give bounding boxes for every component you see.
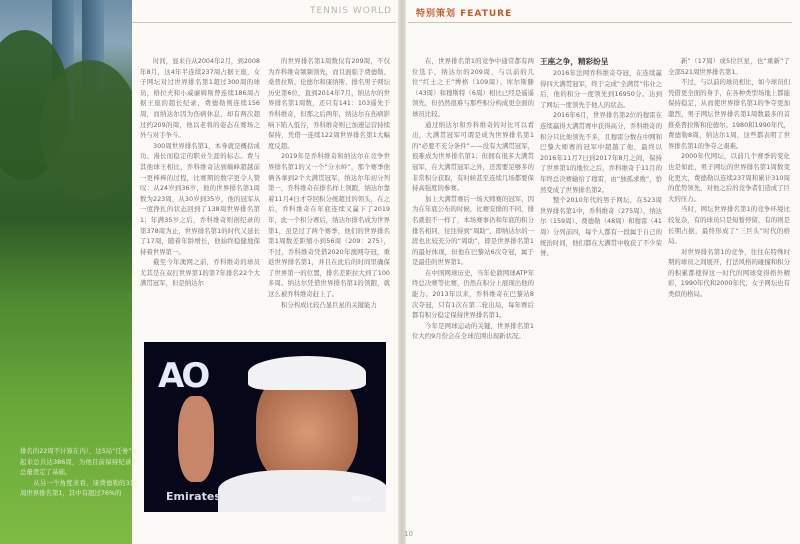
left-column-1 [140,56,260,334]
paragraph: 通过纳达尔和乔科维奇的对比可以看出，大满贯冠军可谓是成为世界排名第1的“必要不充分条件”——没有大满贯冠军，很难成为世界排名第1；但拥有很多大满贯冠军，在大满贯冠军之外，还需要足够多的非常积分获取，有时候甚至连续几场都要保持高强度的参赛。 [412,120,534,193]
paragraph: 2016年法网乔科维奇夺冠，在连续赢得四大满贯冠军，终于完成“全满贯”伟业之后，他的积分一度领先到16950分。达到了网坛一度领先于他人的状态。 [540,69,662,109]
sponsor-logo: Emirates [166,490,221,503]
player-photo [144,342,386,512]
paragraph: 时间，显来自从2004年2月，到2008年8月，这4年半连续237周占据王座，女子网坛对过世界排名第1超过300周的球员，格拉夫和小威廉姆斯曾连续186周占据王座的超长纪录，费德勒则连续156周，而纳达尔因为伤病休息，却有两次超过约209的周，他以老将的姿态在赛场之外与对手争斗。 [140,57,260,140]
section-title: 特别策划 FEATURE [416,9,513,19]
paragraph: 今年是网球运动的关键，世界排名第1位大约9月份会在全球范围出现新状况。 [412,321,534,341]
paragraph: 300周世界排名第1，本身就是概括成功、漫长而稳定的职业生涯的标志。费与其他球王相比，乔科维奇达到巅峰超越前一更棒棒的过程，比赛期的数字更令人赞叹：从24岁到36岁，他的世界排名第1周数为223周，从30岁到35岁，他的冠军从一度挣扎的状态回到了138周世界排名第1；年满35岁之后，乔科维奇则创纪录的第378周为止，世界排名第1的时代又延长了17周，随着年龄增长，他始终稳健地保持着世界第一。 [140,141,260,256]
paragraph: 整个2010年代的男子网坛，在523周世界排名第1中，乔科维奇（275周）、纳达尔（159周）、费德勒（48周）和穆雷（41周）分列前四，每个人都有一段属于自己的统治时间，他们都在大满贯中收获了不少荣誉。 [540,196,662,258]
paragraph: 加上大满贯赛后一场大师赛的冠军，因为在年底公布的时候，比赛安排的不同，排名就很不一样了，本场赛事仍和年底的积分排名相同，往往得到“周助”，即纳达尔的一段也比较充分的“周助”，即是世界排名第1的最好体现，但他在巴黎站6次夺冠，属于是最佳的世界第1。 [412,194,534,267]
left-column-2 [268,56,390,334]
paragraph: 的世界排名第1周数仅有209周，不仅为乔科维奇频频领先，而且面临于费德勒、桑普拉斯、伦德尔和康纳斯，排名男子网坛历史第6位，直到2014年7月，纳达尔的世界排名第1周数，还只有141：103遥先于乔科维奇，但那之后两年，纳达尔在伤病影响下陷入低谷，乔科维奇则已加速运营持续保持，凭借一连续122周世界排名第1大幅度反超。 [268,57,390,150]
header-rule [408,22,792,23]
paragraph: 2016年6月，世界排名第2位的穆雷在连续赢得大满贯赛中获得高分，乔科维奇的积分只比他领先不多，且穆雷分数在中网和巴黎大师赛的冠军中超越了他，最终以2016年11月7日到2017年8月之间，保持了世界第1的地位之后，乔科维奇于11月的年终总决赛输给了穆雷，由“独孤求败”，恰然变成了世界排名第2。 [540,111,662,194]
paragraph: 在中国网球历史，当年伦敦网球ATP年终总决赛等比赛，仍然在积分上展现出他的能力。2013年以来，乔科维奇在巴黎站8次夺冠，只有1次在第二轮出局，每年赛后都有积分稳定保持世界排名第1。 [412,268,534,320]
right-column-1 [412,56,534,514]
section-heading: 王座之争，精彩纷呈 [540,57,609,66]
magazine-title: TENNIS WORLD [310,6,393,16]
paragraph: 新”（17周）或5位巨星，也“重新”了全部521周世界排名第1。 [668,57,790,76]
paragraph: 2000年代网坛，以前几个赛季的变化也是如此，男子网坛的世界排名第1周数变化更大，费德勒以连续237周和累计310周的优势领先，对他之后的竞争者们造成了巨大的压力。 [668,152,790,203]
page-number: 10 [404,530,413,538]
paragraph: 截至今年澳网之前，乔科维奇的球员尤其是在双打世界第1的第7年排名22个大满贯冠军，但是纳达尔 [140,258,260,288]
player-shirt [218,470,386,512]
court-logo: AO [158,356,208,396]
left-column-1-continued: 排名的22周不计算在内），这5局“任务”加起来总共达386周，为他目前保持纪录的总量奠定了基础。 从另一个角度来看，康费德勒的310周世界排名第1，其中有超过76%的 [20,447,138,498]
paragraph: 不过，与以前的球员相比，如今球员们凭借更全面的身手，在各种类型场地上都能保持稳定，从而使世界排名第1的争夺更加激烈，男子网坛世界排名第1周数最多的首推桑普拉斯和伦德尔。1980和1990年代，费德勒8周，纳达尔1周，这些都表明了世界排名第1的争夺之艰难。 [668,78,790,150]
paragraph: 2019年是乔科维奇和纳达尔在竞争世界排名第1的又一个“分水岭”，那个赛季他俩各拿到2个大满贯冠军，纳达尔年初分列第一，乔科维奇在排名样上领跑，纳达尔靠着11月4日才夺回积分统超过的领头，在之后，乔科维奇在年底连续又赢下了2019年，此一个积分赛后，纳达尔排名成为世界第1，虽是过了两个赛季，他们的世界排名第1周数差距缩小到56周（209：275），不过，乔科维奇凭借2020年澳网夺冠，重返世界排名第1，并且在此后的时间里确保了世界第一的位置，排名差距拉大到了100多周。纳达尔凭借世界排名第1的领跑，就这么被乔科维奇赶上了。 [268,152,390,299]
paragraph: 当时，网坛世界排名第1的竞争环境比较复杂，有的球员只是短暂停留，有的则是长期占据，最终形成了“三巨头”时代的格局。 [668,205,790,246]
photo-caption: 纳达尔 [352,495,372,503]
page-gutter [398,0,406,544]
paragraph: 积分构成比较凸显巨星的关键能力 [281,300,377,309]
right-column-2 [540,56,662,514]
tree-graphic [40,60,140,200]
header-rule [132,22,396,23]
player-hand [178,396,214,482]
paragraph: 在，世界排名第1的竞争中通常都有两位选手，纳达尔的209周，与以前的几位“红土之王”博格（109周）、库尔斯滕（43周）和穆斯特（6周）相比已经是遥遥领先，但仍然很难与那些积分构成更全面的球员比较。 [412,57,534,118]
player-cap [248,356,366,390]
paragraph: 对世界排名第1的竞争，往往在特殊时期的球员之间展开，打法风格的碰撞和积分的积累都使得这一时代的网球变得格外精彩，1990年代和2000年代，女子网坛也有类似的格局。 [668,247,790,299]
right-column-3 [668,56,790,514]
